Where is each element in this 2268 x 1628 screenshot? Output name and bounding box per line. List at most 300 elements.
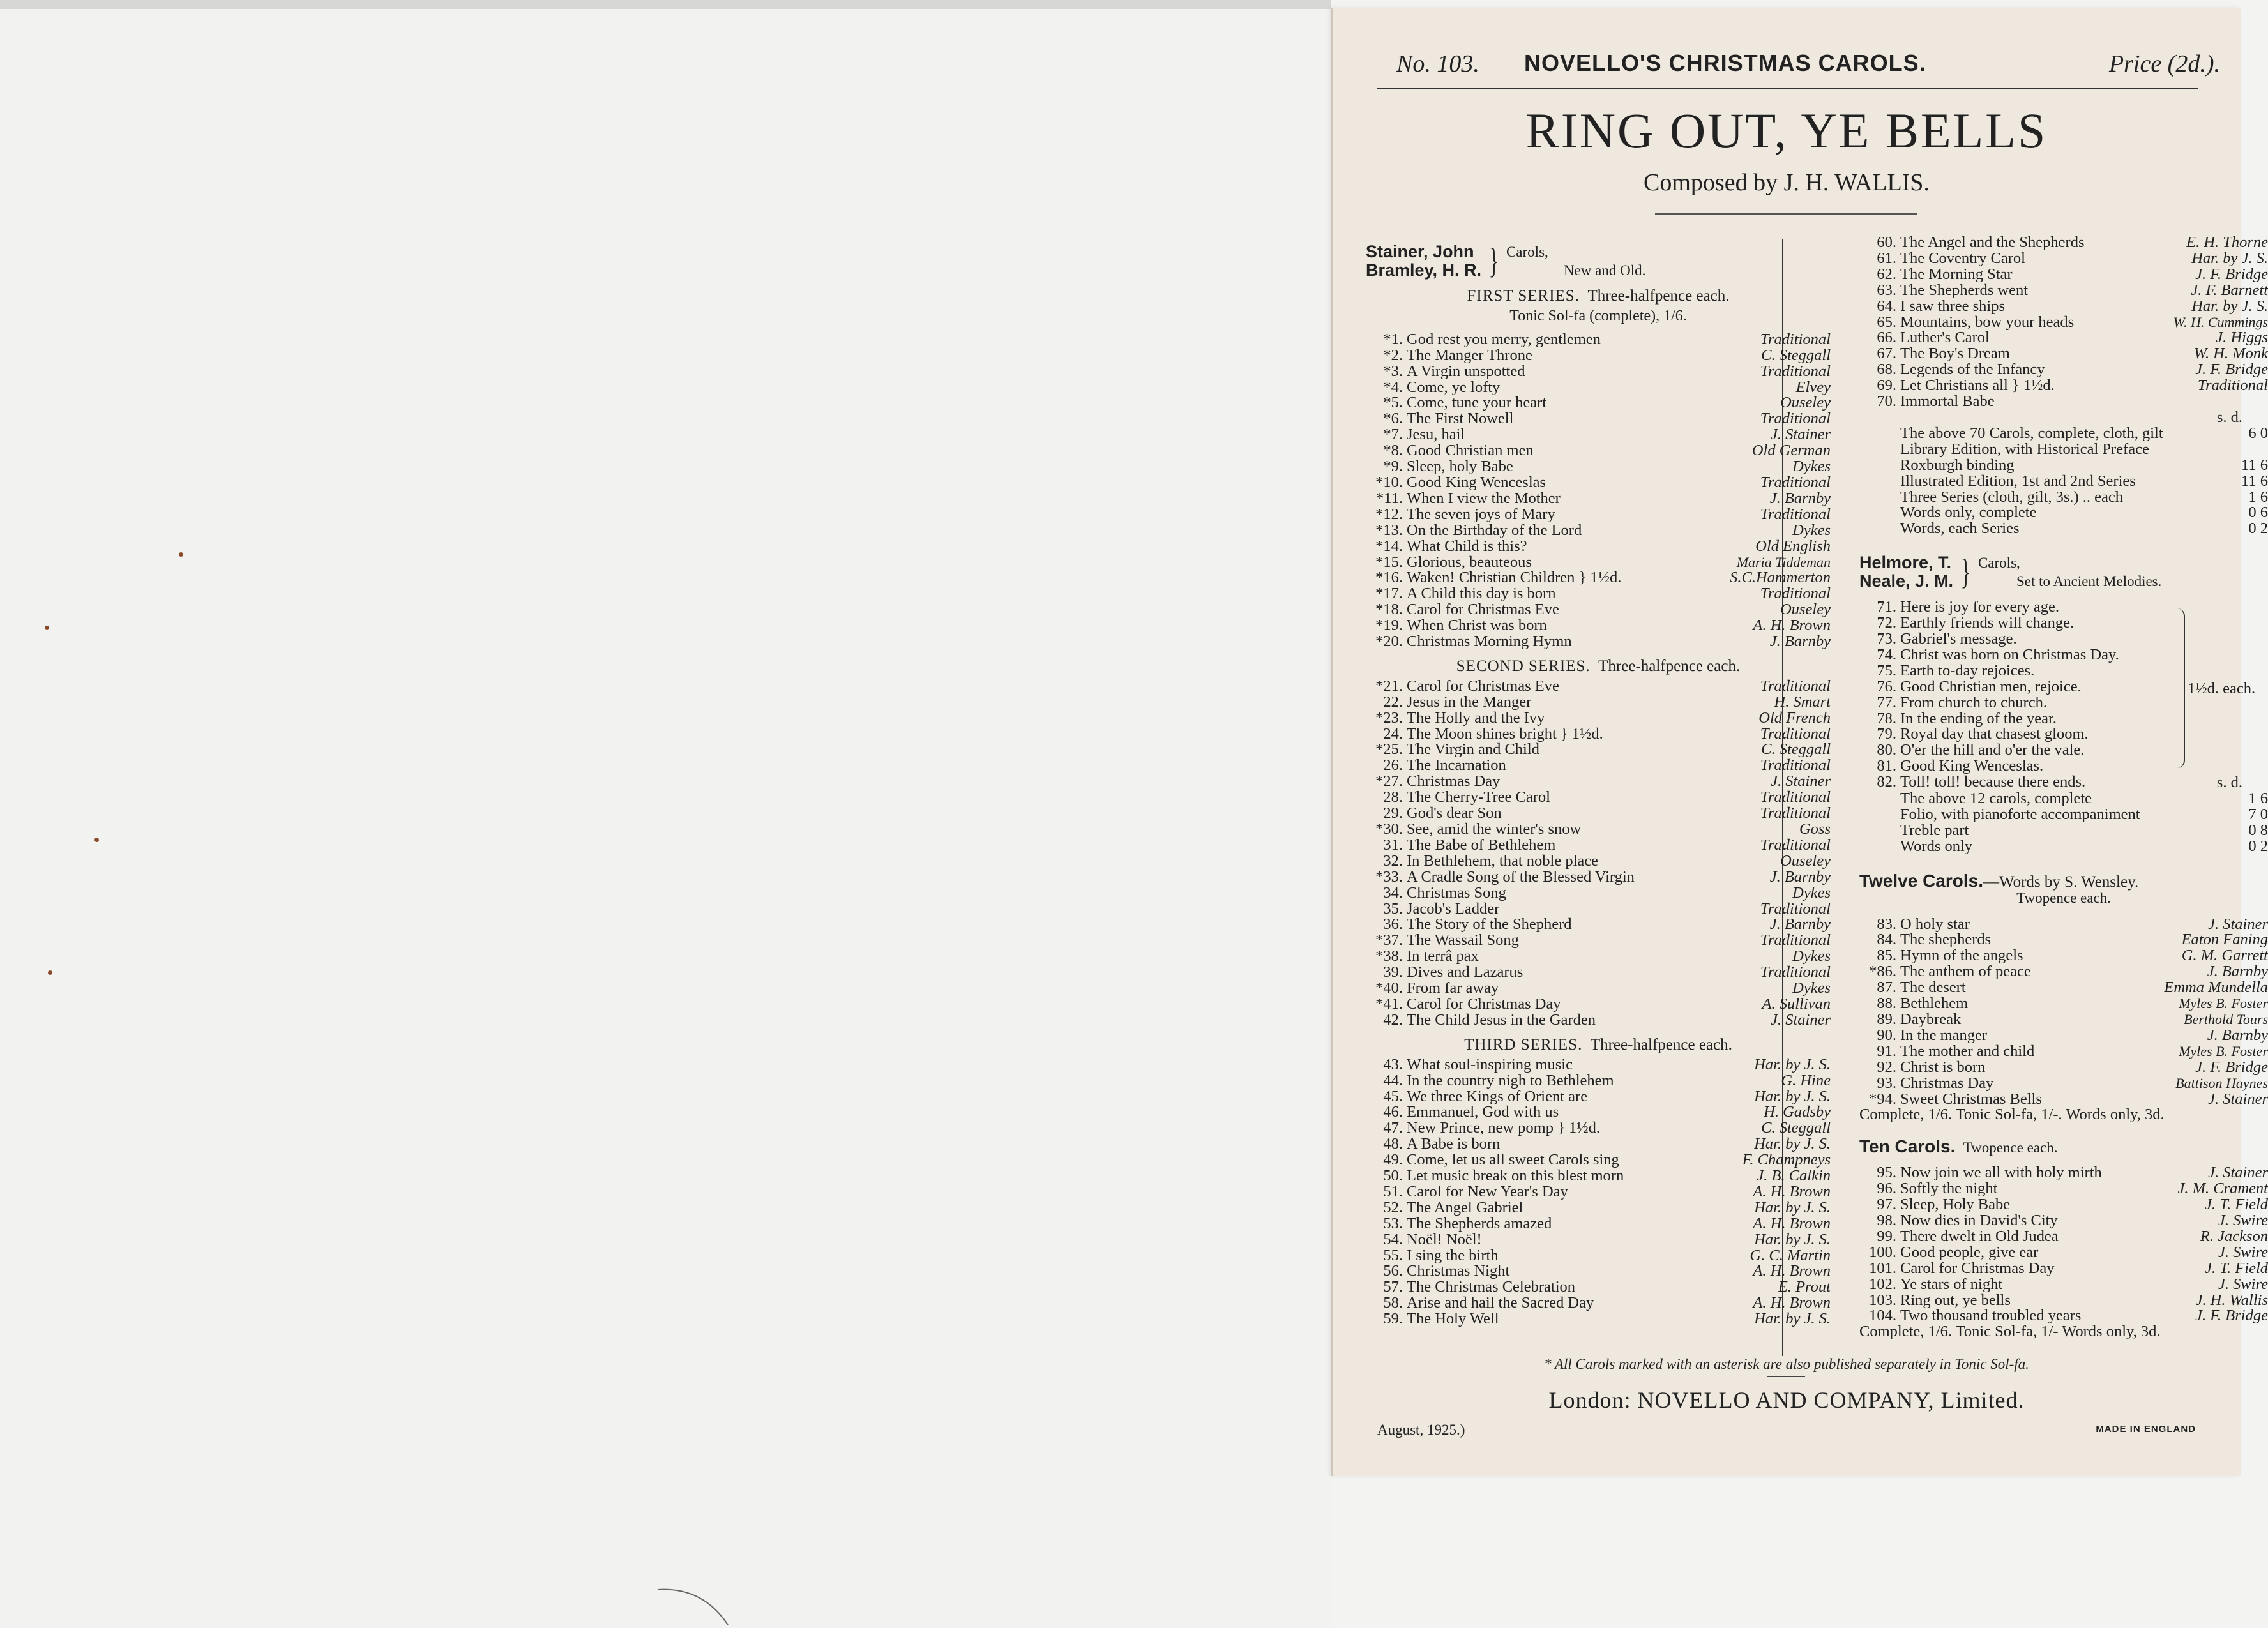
carol-number: 62. (1877, 265, 1896, 283)
carol-entry (1859, 1076, 2268, 1092)
carol-entry (1859, 362, 2268, 378)
sd-header: s. d. (2216, 408, 2242, 426)
carol-entry (1859, 663, 2268, 679)
carol-number: 89. (1877, 1010, 1896, 1028)
carol-number: *6. (1383, 410, 1403, 428)
carol-composer: J. Swire (2218, 1275, 2268, 1293)
carol-composer: A. H. Brown (1753, 1182, 1831, 1200)
carol-composer: Har. by J. S. (1754, 1055, 1831, 1073)
carol-composer: J. Stainer (2208, 1164, 2268, 1182)
carol-entry (1859, 964, 2268, 980)
continued-list (1859, 235, 2268, 410)
carol-title: RING OUT, YE BELLS (1525, 103, 2048, 158)
carol-title: In terrâ pax (1407, 947, 1479, 965)
carol-entry (1366, 1311, 1831, 1327)
carol-entry (1859, 727, 2268, 742)
ten-carols-list (1859, 1165, 2268, 1324)
carol-composer: A. H. Brown (1753, 1214, 1831, 1232)
carol-composer: H. Gadsby (1764, 1103, 1831, 1121)
asterisk-footnote: * All Carols marked with an asterisk are also published separately in Tonic Sol-fa. (1544, 1356, 2029, 1372)
carol-number: *21. (1375, 677, 1403, 695)
carol-entry (1859, 742, 2268, 758)
carol-number: 34. (1383, 884, 1403, 901)
carol-entry (1859, 1308, 2268, 1324)
helmore-editions (1859, 791, 2268, 855)
paper-speck (45, 626, 49, 630)
hair-mark (658, 1583, 734, 1628)
carol-title: From church to church. (1900, 693, 2047, 711)
carol-composer: Traditional (2197, 377, 2268, 395)
carol-entry (1366, 917, 1831, 933)
carol-entry (1366, 507, 1831, 523)
carol-number: 39. (1383, 963, 1403, 981)
carol-number: 57. (1383, 1278, 1403, 1296)
carol-title: What Child is this? (1407, 537, 1527, 555)
carol-entry (1366, 758, 1831, 774)
carol-entry (1859, 315, 2268, 331)
carol-composer: Har. by J. S. (1754, 1198, 1831, 1216)
carol-composer: Dykes (1792, 979, 1831, 997)
carol-entry (1366, 1295, 1831, 1311)
edition-price: 11 6 (2241, 472, 2268, 490)
carol-composer: Traditional (1760, 362, 1831, 380)
carol-composer: Ouseley (1780, 394, 1831, 412)
edition-description: Folio, with pianoforte accompaniment (1900, 805, 2140, 823)
carol-title: Daybreak (1900, 1010, 1962, 1028)
carol-entry (1859, 330, 2268, 346)
carol-entry (1859, 1060, 2268, 1076)
carol-number: 95. (1877, 1164, 1896, 1182)
carol-title: Glorious, beauteous (1407, 553, 1532, 571)
carol-title: The Coventry Carol (1900, 249, 2025, 267)
carol-composer: Traditional (1760, 585, 1831, 603)
carol-composer: J. M. Crament (2177, 1180, 2268, 1198)
carol-title: Jesus in the Manger (1407, 693, 1532, 711)
carol-number: 59. (1383, 1310, 1403, 1328)
carol-composer: E. H. Thorne (2186, 234, 2268, 251)
carol-number: 70. (1877, 393, 1896, 411)
carol-composer: J. F. Bridge (2195, 1058, 2268, 1076)
carol-composer: G. C. Martin (1750, 1246, 1831, 1264)
carol-title: Now dies in David's City (1900, 1212, 2058, 1230)
carol-title: The First Nowell (1407, 410, 1514, 428)
carol-number: 103. (1869, 1291, 1896, 1309)
carol-number: 83. (1877, 915, 1896, 933)
carol-entry (1366, 711, 1831, 727)
carol-composer: J. Barnby (1769, 489, 1831, 507)
carol-number: 67. (1877, 345, 1896, 363)
carol-entry (1366, 555, 1831, 571)
carol-entry (1859, 378, 2268, 394)
carol-number: 53. (1383, 1214, 1403, 1232)
carol-number: 46. (1383, 1103, 1403, 1121)
carol-title: The Angel Gabriel (1407, 1198, 1523, 1216)
carol-entry (1859, 1197, 2268, 1213)
carol-entry (1366, 1013, 1831, 1029)
carol-number: 49. (1383, 1151, 1403, 1169)
carol-number: *13. (1375, 521, 1403, 539)
carol-composer: J. Swire (2218, 1212, 2268, 1230)
carol-title: Good King Wenceslas (1407, 473, 1546, 491)
author-name: Helmore, T. (1859, 553, 1952, 573)
carol-composer: G. Hine (1781, 1071, 1831, 1089)
carol-number: 22. (1383, 693, 1403, 711)
brace-glyph: } (1960, 552, 1971, 592)
carol-title: Now join we all with holy mirth (1900, 1164, 2102, 1182)
carol-number: 66. (1877, 329, 1896, 347)
carol-composer: Traditional (1760, 931, 1831, 949)
carol-number: 102. (1869, 1275, 1896, 1293)
ten-carols-heading: Ten Carols. Twopence each. (1859, 1136, 2058, 1157)
carol-composer: J. T. Field (2205, 1259, 2268, 1277)
carol-title: Carol for New Year's Day (1407, 1182, 1568, 1200)
carol-entry (1859, 774, 2268, 790)
carol-composer: Eaton Faning (2181, 931, 2268, 949)
carol-entry (1859, 1245, 2268, 1261)
carol-number: *30. (1375, 820, 1403, 838)
carol-title: The Child Jesus in the Garden (1407, 1011, 1596, 1029)
carol-entry (1859, 1293, 2268, 1309)
carol-composer: Traditional (1760, 900, 1831, 917)
carol-composer: Har. by J. S. (1754, 1310, 1831, 1328)
carol-entry (1859, 1277, 2268, 1293)
carol-entry (1859, 1092, 2268, 1108)
carol-entry (1859, 996, 2268, 1012)
carol-title: The Boy's Dream (1900, 345, 2010, 363)
carol-number: 99. (1877, 1227, 1896, 1245)
carol-title: Jacob's Ladder (1407, 900, 1500, 917)
carol-entry (1859, 1044, 2268, 1060)
carol-title: A Cradle Song of the Blessed Virgin (1407, 868, 1635, 886)
carol-number: 76. (1877, 677, 1896, 695)
carol-entry (1366, 965, 1831, 981)
carol-number: 36. (1383, 916, 1403, 933)
stainer-bramley-heading (1366, 243, 1831, 280)
carol-title: The Manger Throne (1407, 346, 1532, 364)
carol-composer: C. Steggall (1761, 741, 1831, 758)
carol-composer: Dykes (1792, 884, 1831, 901)
carol-title: The Shepherds amazed (1407, 1214, 1552, 1232)
carol-title: Christmas Night (1407, 1262, 1510, 1280)
edition-entry (1859, 490, 2268, 506)
carol-number: 91. (1877, 1042, 1896, 1060)
carol-composer: A. H. Brown (1753, 1262, 1831, 1280)
carol-number: 64. (1877, 297, 1896, 315)
carol-composer: J. Barnby (2207, 963, 2268, 981)
second-series-list (1366, 679, 1831, 1029)
carol-number: 81. (1877, 757, 1896, 775)
carol-entry (1366, 1089, 1831, 1105)
carol-composer: Old French (1758, 709, 1831, 727)
paper-speck (48, 970, 52, 975)
carol-number: 55. (1383, 1246, 1403, 1264)
carol-entry (1366, 1232, 1831, 1248)
edition-price: 0 8 (2248, 821, 2268, 839)
carol-entry (1366, 602, 1831, 618)
edition-entry (1859, 426, 2268, 442)
carol-composer: C. Steggall (1761, 1119, 1831, 1137)
edition-price: 0 6 (2248, 504, 2268, 522)
carol-number: 26. (1383, 757, 1403, 774)
edition-description: The above 12 carols, complete (1900, 790, 2092, 807)
carol-title: Christ is born (1900, 1058, 1986, 1076)
carol-title: Christ was born on Christmas Day. (1900, 645, 2119, 663)
carol-entry (1366, 427, 1831, 443)
carol-number: *37. (1375, 931, 1403, 949)
carol-title: Bethlehem (1900, 995, 1969, 1013)
first-series-heading: FIRST SERIES. Three-halfpence each. (1467, 287, 1730, 305)
carol-number: 101. (1869, 1259, 1896, 1277)
carol-composer: J. F. Bridge (2195, 361, 2268, 379)
carol-number: 56. (1383, 1262, 1403, 1280)
carol-number: 73. (1877, 630, 1896, 648)
carol-number: 29. (1383, 804, 1403, 822)
carol-entry (1366, 1263, 1831, 1279)
carol-number: *23. (1375, 709, 1403, 727)
ten-carols-complete: Complete, 1/6. Tonic Sol-fa, 1/- Words only, 3d. (1859, 1323, 2161, 1341)
carol-title: Good King Wenceslas. (1900, 757, 2044, 775)
carol-number: 24. (1383, 725, 1403, 742)
collection-label: Carols, (1506, 244, 1548, 260)
carol-entry (1859, 711, 2268, 727)
carol-title: Earthly friends will change. (1900, 614, 2075, 632)
carol-entry (1366, 1279, 1831, 1295)
carol-composer: Traditional (1760, 757, 1831, 774)
carol-entry (1859, 631, 2268, 647)
carol-composer: J. Stainer (1771, 1011, 1831, 1029)
carol-composer: J. B. Calkin (1757, 1167, 1831, 1185)
carol-entry (1366, 933, 1831, 949)
carol-composer: J. F. Barnett (2191, 281, 2268, 299)
carol-number: *15. (1375, 553, 1403, 571)
carol-number: 92. (1877, 1058, 1896, 1076)
carol-title: Good Christian men (1407, 442, 1534, 460)
carol-title: Christmas Morning Hymn (1407, 633, 1572, 651)
carol-entry (1366, 1168, 1831, 1184)
carol-leaflet (1331, 8, 2268, 1476)
carol-entry (1366, 901, 1831, 917)
carol-title: The Incarnation (1407, 757, 1506, 774)
carol-entry (1366, 586, 1831, 602)
carol-composer: Har. by J. S. (1754, 1135, 1831, 1153)
carol-number: 85. (1877, 947, 1896, 965)
carol-entry (1366, 332, 1831, 348)
collection-sublabel: New and Old. (1563, 262, 1646, 278)
carol-entry (1859, 1181, 2268, 1197)
carol-number: 54. (1383, 1230, 1403, 1248)
edition-price: 6 0 (2248, 424, 2268, 442)
carol-title: Good Christian men, rejoice. (1900, 677, 2082, 695)
carol-entry (1366, 539, 1831, 555)
carol-number: 28. (1383, 788, 1403, 806)
edition-description: Words only, complete (1900, 504, 2037, 522)
carol-title: Good people, give ear (1900, 1243, 2039, 1261)
carol-entry (1366, 570, 1831, 586)
carol-entry (1366, 1057, 1831, 1073)
carol-title: Here is joy for every age. (1900, 598, 2059, 616)
carol-entry (1366, 870, 1831, 886)
carol-title: Two thousand troubled years (1900, 1307, 2082, 1325)
carol-entry (1859, 1261, 2268, 1277)
edition-price: 1 6 (2248, 790, 2268, 807)
carol-title: Earth to-day rejoices. (1900, 661, 2035, 679)
carol-title: Let Christians all } 1½d. (1900, 377, 2055, 395)
carol-composer: Traditional (1760, 473, 1831, 491)
sd-header: s. d. (2216, 774, 2242, 792)
third-series-list (1366, 1057, 1831, 1327)
carol-title: O'er the hill and o'er the vale. (1900, 741, 2085, 759)
carol-title: Carol for Christmas Day (1407, 995, 1561, 1013)
carol-entry (1859, 1229, 2268, 1245)
carol-number: *9. (1383, 458, 1403, 476)
edition-description: Treble part (1900, 821, 1969, 839)
edition-entry (1859, 521, 2268, 537)
carol-number: 48. (1383, 1135, 1403, 1153)
carol-title: I saw three ships (1900, 297, 2005, 315)
stainer-editions (1859, 426, 2268, 537)
author-name: Stainer, John (1366, 242, 1474, 261)
carol-entry (1366, 395, 1831, 411)
carol-number: 58. (1383, 1294, 1403, 1312)
carol-number: *5. (1383, 394, 1403, 412)
carol-title: Christmas Day (1900, 1074, 1994, 1092)
carol-title: In the manger (1900, 1026, 1988, 1044)
carol-composer: Maria Tiddeman (1736, 554, 1831, 570)
carol-composer: Dykes (1792, 458, 1831, 476)
edition-entry (1859, 839, 2268, 855)
carol-number: *94. (1869, 1090, 1896, 1108)
carol-number: *18. (1375, 601, 1403, 619)
carol-entry (1366, 491, 1831, 507)
carol-number: 31. (1383, 836, 1403, 854)
carol-entry (1859, 1165, 2268, 1181)
first-series-note: Tonic Sol-fa (complete), 1/6. (1509, 307, 1687, 324)
carol-composer: Traditional (1760, 963, 1831, 981)
edition-description: Illustrated Edition, 1st and 2nd Series (1900, 472, 2136, 490)
edition-entry (1859, 807, 2268, 823)
carol-entry (1366, 981, 1831, 997)
carol-number: 69. (1877, 377, 1896, 395)
carol-number: 47. (1383, 1119, 1403, 1137)
carol-composer: J. Stainer (2208, 1090, 2268, 1108)
edition-price: 0 2 (2248, 837, 2268, 855)
carol-entry (1859, 948, 2268, 964)
twelve-carols-heading: Twelve Carols.—Words by S. Wensley. (1859, 870, 2139, 891)
carol-title: The Wassail Song (1407, 931, 1519, 949)
edition-description: Words, each Series (1900, 520, 2020, 538)
leaflet-number: No. 103. (1396, 50, 1479, 77)
carol-entry (1859, 647, 2268, 663)
carol-number: 77. (1877, 693, 1896, 711)
carol-entry (1859, 615, 2268, 631)
carol-number: *33. (1375, 868, 1403, 886)
carol-composer: Har. by J. S. (2191, 297, 2268, 315)
collection-sublabel: Set to Ancient Melodies. (2016, 573, 2162, 590)
carol-number: 80. (1877, 741, 1896, 759)
carol-composer: J. Swire (2218, 1243, 2268, 1261)
carol-title: Emmanuel, God with us (1407, 1103, 1559, 1121)
publisher-line: London: NOVELLO AND COMPANY, Limited. (1548, 1387, 2025, 1413)
carol-entry (1366, 774, 1831, 790)
carol-entry (1366, 854, 1831, 870)
carol-title: Sleep, holy Babe (1407, 458, 1513, 476)
edition-description: The above 70 Carols, complete, cloth, gilt (1900, 424, 2163, 442)
carol-composer: Ouseley (1780, 601, 1831, 619)
carol-composer: J. Higgs (2216, 329, 2268, 347)
carol-number: *38. (1375, 947, 1403, 965)
carol-title: There dwelt in Old Judea (1900, 1227, 2059, 1245)
carol-composer: J. Barnby (1769, 633, 1831, 651)
carol-entry (1366, 727, 1831, 742)
carol-composer: J. T. Field (2205, 1196, 2268, 1214)
carol-number: *1. (1383, 330, 1403, 348)
carol-number: 100. (1869, 1243, 1896, 1261)
carol-number: 104. (1869, 1307, 1896, 1325)
carol-entry (1366, 364, 1831, 380)
carol-entry (1366, 997, 1831, 1013)
carol-composer: Traditional (1760, 725, 1831, 742)
carol-title: The Babe of Bethlehem (1407, 836, 1556, 854)
carol-title: A Babe is born (1407, 1135, 1501, 1153)
carol-composer: Traditional (1760, 505, 1831, 523)
carol-number: 35. (1383, 900, 1403, 917)
carol-entry (1859, 917, 2268, 933)
carol-composer: Battison Haynes (2175, 1074, 2268, 1091)
carol-composer: Traditional (1760, 804, 1831, 822)
header-rule (1377, 88, 2198, 89)
carol-composer: E. Prout (1778, 1278, 1831, 1296)
carol-number: *14. (1375, 537, 1403, 555)
carol-number: 90. (1877, 1026, 1896, 1044)
edition-price: 1 6 (2248, 488, 2268, 506)
edition-entry (1859, 823, 2268, 839)
carol-title: The desert (1900, 979, 1966, 997)
carol-composer: J. Barnby (2207, 1026, 2268, 1044)
carol-title: Come, tune your heart (1407, 394, 1547, 412)
carol-title: Waken! Christian Children } 1½d. (1407, 569, 1622, 587)
carol-entry (1366, 618, 1831, 634)
carol-number: *4. (1383, 378, 1403, 396)
carol-title: God's dear Son (1407, 804, 1502, 822)
carol-title: Arise and hail the Sacred Day (1407, 1294, 1594, 1312)
carol-composer: Berthold Tours (2184, 1011, 2268, 1027)
edition-price: 11 6 (2241, 456, 2268, 474)
carol-title: Dives and Lazarus (1407, 963, 1523, 981)
carol-composer: F. Champneys (1742, 1151, 1831, 1169)
author-name: Bramley, H. R. (1366, 260, 1482, 280)
carol-title: Come, ye lofty (1407, 378, 1501, 396)
carol-composer: Elvey (1796, 378, 1831, 396)
carol-title: The Story of the Shepherd (1407, 916, 1572, 933)
carol-number: *11. (1376, 489, 1403, 507)
carol-composer: S.C.Hammerton (1730, 569, 1831, 587)
carol-entry (1859, 394, 2268, 410)
carol-entry (1366, 886, 1831, 901)
carol-title: Carol for Christmas Day (1900, 1259, 2055, 1277)
carol-number: 84. (1877, 931, 1896, 949)
carol-number: 60. (1877, 234, 1896, 251)
leaflet-price: Price (2d.). (2108, 50, 2220, 77)
carol-number: 44. (1383, 1071, 1403, 1089)
third-series-heading: THIRD SERIES. Three-halfpence each. (1464, 1036, 1732, 1053)
carol-number: 97. (1877, 1196, 1896, 1214)
carol-title: The Shepherds went (1900, 281, 2029, 299)
carol-number: 63. (1877, 281, 1896, 299)
carol-number: *25. (1375, 741, 1403, 758)
carol-title: Ye stars of night (1900, 1275, 2003, 1293)
edition-description: Roxburgh binding (1900, 456, 2015, 474)
carol-entry (1366, 790, 1831, 806)
